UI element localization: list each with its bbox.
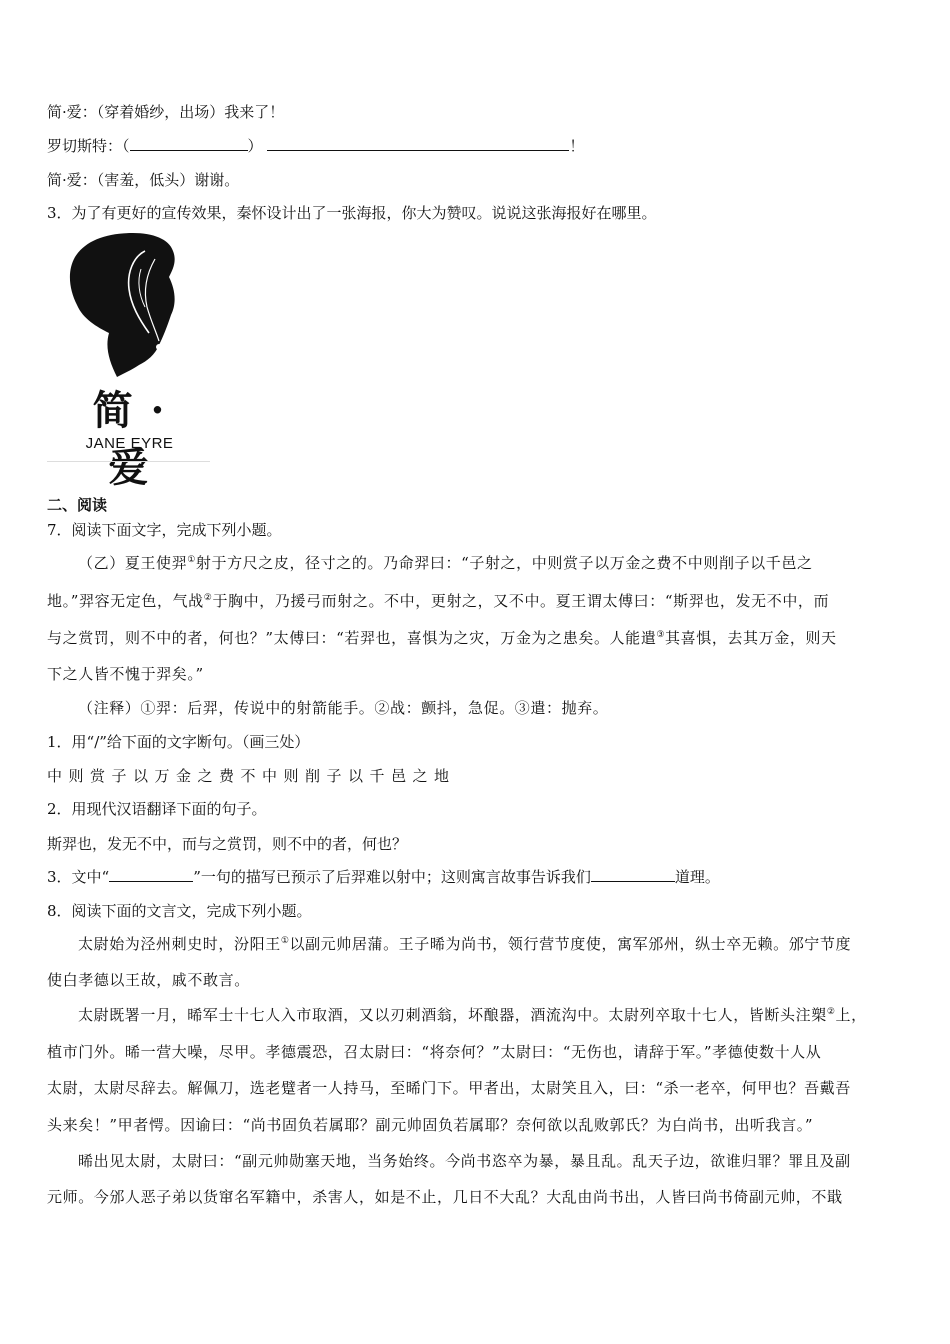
q7-sub-2-text: 斯羿也，发无不中，而与之赏罚，则不中的者，何也？ (47, 835, 408, 853)
passage-line: 使白孝德以王故，戚不敢言。 (47, 971, 250, 989)
q7-sub-2: 2．用现代汉语翻译下面的句子。 (47, 800, 267, 818)
poster-border (47, 461, 210, 462)
question-3-poster: 3．为了有更好的宣传效果，秦怀设计出了一张海报，你大为赞叹。说说这张海报好在哪里。 (47, 204, 657, 222)
poster-title: 简 · 爱 (92, 387, 167, 491)
q7-sub-1: 1．用“/”给下面的文字断句。（画三处） (47, 733, 310, 751)
rochester-mid: ） (247, 137, 263, 155)
silhouette-portrait-icon (47, 229, 210, 379)
passage-line: 头来矣！”甲者愕。因谕曰：“尚书固负若属耶？副元帅固负若属耶？奈何欲以乱败郭氏？为白尚书，出听我言。” (47, 1116, 814, 1134)
poster-image (47, 229, 210, 491)
rochester-prefix: 罗切斯特：（ (47, 137, 130, 155)
passage-line: 植市门外。晞一营大噪，尽甲。孝德震恐，召太尉曰：“将奈何？”太尉曰：“无伤也，请辞于军。”孝德使数十人从 (47, 1043, 822, 1061)
q7-sub-3: 3．文中“ ”一句的描写已预示了后羿难以射中；这则寓言故事告诉我们 道理。 (47, 868, 720, 886)
passage-line: 晞出见太尉，太尉曰：“副元帅勋塞天地，当务始终。今尚书恣卒为暴，暴且乱。乱天子边，欲谁归罪？罪且及副 (78, 1152, 851, 1170)
dialogue-jane-1: 简·爱：（穿着婚纱，出场）我来了！ (47, 103, 285, 121)
passage-note: （注释）①羿：后羿，传说中的射箭能手。②战：颤抖，急促。③遣：抛弃。 (78, 699, 609, 717)
answer-blank-1[interactable] (130, 136, 248, 151)
answer-blank-2[interactable] (267, 136, 569, 151)
answer-blank-4[interactable] (591, 867, 675, 882)
answer-blank-3[interactable] (109, 867, 193, 882)
passage-line: 元师。今邠人恶子弟以货窜名军籍中，杀害人，如是不止，几日不大乱？大乱由尚书出，人皆曰尚书倚副元帅，不戢 (47, 1188, 843, 1206)
passage-line: （乙）夏王使羿①射于方尺之皮，径寸之的。乃命羿曰：“子射之，中则赏子以万金之费不中则削子以千邑之 (78, 554, 813, 572)
passage-line: 太尉既署一月，晞军士十七人入市取酒，又以刃刺酒翁，坏酿器，酒流沟中。太尉列卒取十七人，皆断头注槊②上， (78, 1006, 867, 1024)
dialogue-rochester (47, 136, 584, 156)
q7-sub-1-text: 中则赏子以万金之费不中则削子以千邑之地 (47, 767, 456, 785)
passage-line: 地。”羿容无定色，气战②于胸中，乃援弓而射之。不中，更射之，又不中。夏王谓太傅曰：“斯羿也，发无不中，而 (47, 592, 830, 610)
poster-subtitle: JANE EYRE (85, 435, 174, 452)
dialogue-jane-2: 简·爱：（害羞，低头）谢谢。 (47, 171, 240, 189)
question-7-intro: 7．阅读下面文字，完成下列小题。 (47, 521, 282, 539)
passage-line: 太尉始为泾州刺史时，汾阳王①以副元帅居蒲。王子晞为尚书，领行营节度使，寓军邠州，纵士卒无赖。邠宁节度 (78, 935, 852, 953)
rochester-suffix: ！ (569, 137, 585, 155)
passage-line: 下之人皆不愧于羿矣。” (47, 665, 204, 683)
question-8-intro: 8．阅读下面的文言文，完成下列小题。 (47, 902, 312, 920)
passage-line: 太尉，太尉尽辞去。解佩刀，选老躄者一人持马，至晞门下。甲者出，太尉笑且入，曰：“杀一老卒，何甲也？吾戴吾 (47, 1079, 851, 1097)
section-heading: 二、阅读 (47, 496, 108, 514)
passage-line: 与之赏罚，则不中的者，何也？”太傅曰：“若羿也，喜惧为之灾，万金为之患矣。人能遣③其喜惧，去其万金，则天 (47, 629, 837, 647)
